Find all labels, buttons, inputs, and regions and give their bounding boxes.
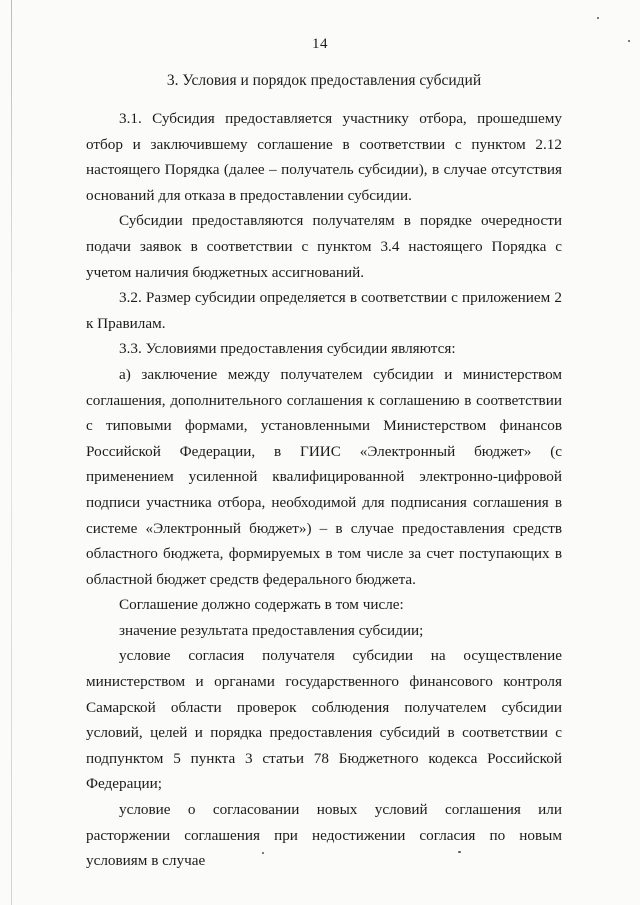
scan-edge-line: [11, 0, 12, 905]
paragraph: Субсидии предоставляются получателям в порядке очередности подачи заявок в соответствии с пунктом 3.4 настоящего Порядка с учетом наличия бюджетных ассигнований.: [86, 212, 562, 281]
document-body: [86, 106, 562, 874]
section-heading: 3. Условия и порядок предоставления субсидий: [166, 72, 482, 89]
paragraph: условие согласия получателя субсидии на осуществление министерством и органами государственного финансового контроля Самарской области проверок соблюдения получателем субсидии условий, целей и порядка предоставления субсидий в соответствии с подпунктом 5 пункта 3 статьи 78 Бюджетного кодекса Российской Федерации;: [86, 647, 562, 793]
paragraph: значение результата предоставления субсидии;: [119, 621, 424, 639]
paragraph: условие о согласовании новых условий соглашения или расторжении соглашения при недостижении согласия по новым условиям в случае: [86, 801, 562, 870]
paragraph: 3.3. Условиями предоставления субсидии являются:: [119, 340, 456, 358]
paragraph: 3.1. Субсидия предоставляется участнику отбора, прошедшему отбор и заключившему соглашение в соответствии с пунктом 2.12 настоящего Порядка (далее – получатель субсидии), в случае отсутствия оснований для отказа в предоставлении субсидии.: [86, 110, 562, 204]
scan-speck: [597, 17, 599, 19]
paragraph: а) заключение между получателем субсидии и министерством соглашения, дополнительного соглашения к соглашению в соответствии с типовыми формами, установленными Министерством финансов Российской Федерации, в ГИИС «Электронный бюджет» (с применением усиленной квалифицированной электронно-цифровой подписи участника отбора, необходимой для подписания соглашения в системе «Электронный бюджет») – в случае предоставления средств областного бюджета, формируемых в том числе за счет поступающих в областной бюджет средств федерального бюджета.: [86, 365, 562, 588]
paragraph: 3.2. Размер субсидии определяется в соответствии с приложением 2 к Правилам.: [86, 289, 562, 332]
paragraph: Соглашение должно содержать в том числе:: [119, 596, 404, 614]
page-number: 14: [312, 36, 328, 52]
